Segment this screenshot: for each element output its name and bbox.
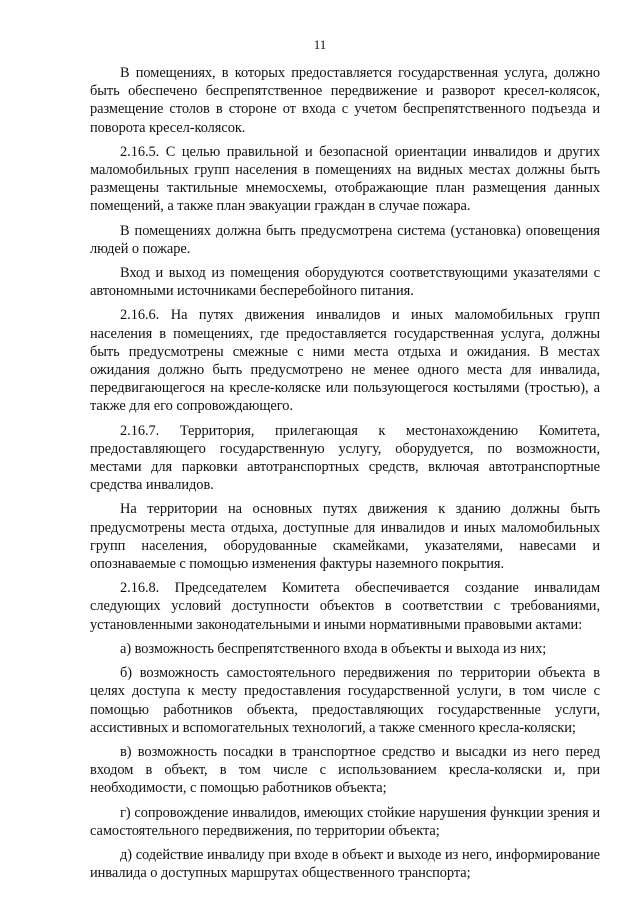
list-item-d: д) содействие инвалиду при входе в объект и выходе из него, информирование инвалида о доступных маршрутах общественного транспорта;: [90, 846, 600, 882]
paragraph-2-16-6: 2.16.6. На путях движения инвалидов и иных маломобильных групп населения в помещениях, где предоставляется государственная услуга, должны быть предусмотрены смежные с ними места отдыха и ожидания. В местах ожидания должно быть предусмотрено не менее одного места для инвалида, передвигающегося на кресле-коляске или пользующегося костылями (тростью), а также для его сопровождающего.: [90, 307, 600, 415]
list-item-g: г) сопровождение инвалидов, имеющих стойкие нарушения функции зрения и самостоятельного передвижения, по территории объекта;: [90, 804, 600, 839]
list-item-b: б) возможность самостоятельного передвижения по территории объекта в целях доступа к месту предоставления государственной услуги, в том числе с помощью работников объекта, предоставляющих государственные услуги, ассистивных и вспомогательных технологий, а также сменного кресла-коляски;: [90, 665, 600, 736]
paragraph-premises-wheelchair: В помещениях, в которых предоставляется государственная услуга, должно быть обеспечено беспрепятственное передвижение и разворот кресел-колясок, размещение столов в стороне от входа с учетом беспрепятственного подъезда и поворота кресел-колясок.: [90, 65, 600, 136]
paragraph-territory-rest-places: На территории на основных путях движения к зданию должны быть предусмотрены места отдыха, доступные для инвалидов и иных маломобильных групп населения, оборудованные скамейками, указателями, навесами и опознаваемые с помощью изменения фактуры наземного покрытия.: [90, 501, 600, 573]
paragraph-entrance-exit-signs: Вход и выход из помещения оборудуются соответствующими указателями с автономными источниками бесперебойного питания.: [90, 265, 600, 300]
page-number: 11: [313, 37, 327, 52]
paragraph-2-16-5: 2.16.5. С целью правильной и безопасной ориентации инвалидов и других маломобильных групп населения в помещениях на видных местах должны быть размещены тактильные мнемосхемы, отображающие план размещения данных помещений, а также план эвакуации граждан в случае пожара.: [90, 143, 600, 215]
paragraph-2-16-7: 2.16.7. Территория, прилегающая к местонахождению Комитета, предоставляющего государственную услугу, оборудуется, по возможности, местами для парковки автотранспортных средств, включая автотранспортные средства инвалидов.: [90, 422, 600, 494]
list-item-a: а) возможность беспрепятственного входа в объекты и выхода из них;: [120, 640, 547, 657]
list-item-v: в) возможность посадки в транспортное средство и высадки из него перед входом в объект, в том числе с использованием кресла-коляски и, при необходимости, с помощью работников объекта;: [90, 743, 600, 797]
document-body: [90, 64, 600, 882]
paragraph-fire-alarm: В помещениях должна быть предусмотрена система (установка) оповещения людей о пожаре.: [90, 222, 600, 257]
paragraph-2-16-8: 2.16.8. Председателем Комитета обеспечивается создание инвалидам следующих условий доступности объектов в соответствии с требованиями, установленными законодательными и иными нормативными правовыми актами:: [90, 580, 600, 633]
